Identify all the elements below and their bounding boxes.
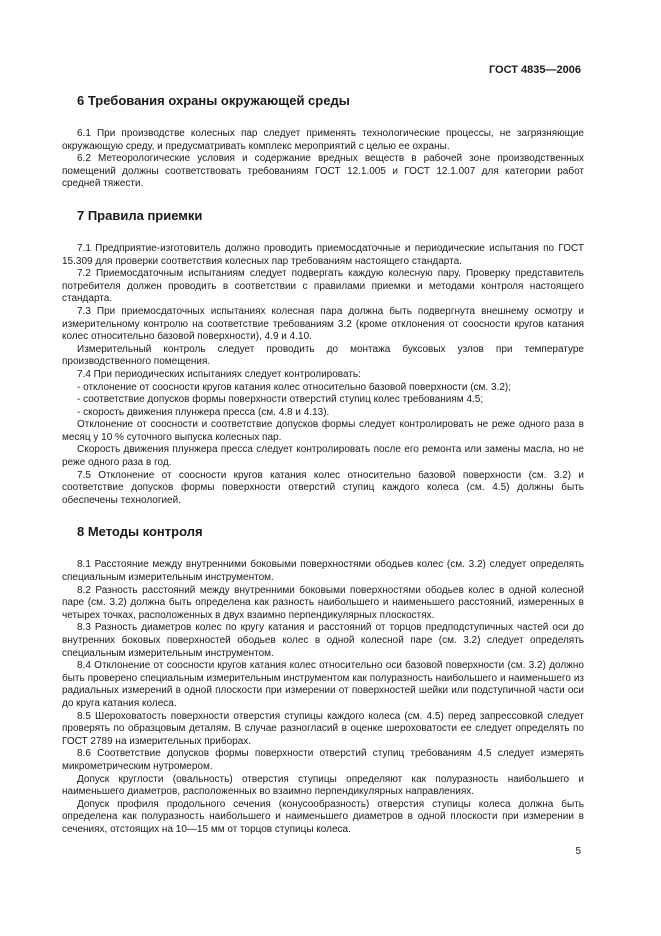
paragraph-6-2: 6.2 Метеорологические условия и содержание вредных веществ в рабочей зоне производственных помещений должны соответствовать требованиям ГОСТ 12.1.005 и ГОСТ 12.1.007 для категории работ средней тяжести. xyxy=(62,153,584,190)
paragraph-8-4: 8.4 Отклонение от соосности кругов катания колес относительно оси базовой поверхности (см. 3.2) должно быть проверено специальным измерительным инструментом как полуразность наибольшего и наименьшего из радиальных измерений в одной плоскости при измерении от поверхностей шейки или подступичной части оси до круга катания колеса. xyxy=(62,660,584,709)
list-item: - отклонение от соосности кругов катания колес относительно базовой поверхности (см. 3.2); xyxy=(77,381,511,393)
paragraph-8-6-profile: Допуск профиля продольного сечения (конусообразность) отверстия ступицы колеса должна быть определена как полуразность наибольшего и наименьшего диаметров в одной плоскости при измерении в сечениях, отстоящих на 10—15 мм от торцов ступицы колеса. xyxy=(62,798,584,835)
document-body xyxy=(62,93,584,837)
paragraph-8-3: 8.3 Разность диаметров колес по кругу катания и расстояний от торцов предподступичных частей оси до внутренних боковых поверхностей ободьев колес в одной колесной паре (см. 3.2) следует определять специальным измерительным инструментом. xyxy=(62,622,584,659)
section-7-title: 7 Правила приемки xyxy=(77,207,203,223)
paragraph-7-3-note: Измерительный контроль следует проводить до монтажа буксовых узлов при температуре производственного помещения. xyxy=(62,343,584,368)
paragraph-8-6: 8.6 Соответствие допусков формы поверхности отверстий ступиц требованиям 4.5 следует измерять микрометрическим нутромером. xyxy=(62,748,584,772)
paragraph-7-4-frequency: Отклонение от соосности и соответствие допусков формы следует контролировать не реже одного раза в месяц у 10 % суточного выпуска колесных пар. xyxy=(62,419,584,443)
list-item: - скорость движения плунжера пресса (см. 4.8 и 4.13). xyxy=(77,406,330,418)
paragraph-8-2: 8.2 Разность расстояний между внутренними боковыми поверхностями ободьев колес в одной колесной паре (см. 3.2) должна быть определена как разность наибольшего и наименьшего расстояний, измеренных в четырех точках, расположенных в двух взаимно перпендикулярных плоскостях. xyxy=(62,584,584,621)
paragraph-8-5: 8.5 Шероховатость поверхности отверстия ступицы каждого колеса (см. 4.5) перед запрессовкой следует проверять по образцовым деталям. В случае разногласий в оценке шероховатости ее следует определять по ГОСТ 2789 на измерительных приборах. xyxy=(62,710,584,747)
paragraph-7-4: 7.4 При периодических испытаниях следует контролировать: xyxy=(77,368,361,380)
paragraph-7-4-plunger: Скорость движения плунжера пресса следует контролировать после его ремонта или замены масла, но не реже одного раза в год. xyxy=(62,444,584,469)
section-8-title: 8 Методы контроля xyxy=(77,524,203,540)
paragraph-7-3: 7.3 При приемосдаточных испытаниях колесная пара должна быть подвергнута внешнему осмотру и измерительному контролю на соответствие требованиям 3.2 (кроме отклонения от соосности кругов катания колес относительно базовой поверхности), 4.9 и 4.10. xyxy=(62,305,584,343)
section-6-title: 6 Требования охраны окружающей среды xyxy=(77,93,350,108)
paragraph-8-1: 8.1 Расстояние между внутренними боковыми поверхностями ободьев колес (см. 3.2) следует определять специальным измерительным инструментом. xyxy=(62,559,584,584)
paragraph-7-2: 7.2 Приемосдаточным испытаниям следует подвергать каждую колесную пару. Проверку представитель потребителя должен проводить в соответствии с правилами приемки и методами контроля настоящего стандарта. xyxy=(62,268,584,305)
list-item: - соответствие допусков формы поверхности отверстий ступиц колес требованиям 4.5; xyxy=(77,394,484,406)
paragraph-7-5: 7.5 Отклонение от соосности кругов катания колес относительно базовой поверхности (см. 3.2) и соответствие допусков формы поверхности отверстий ступиц каждого колеса (см. 4.5) должны быть обеспечены технологией. xyxy=(62,469,584,506)
standard-header: ГОСТ 4835—2006 xyxy=(488,64,581,76)
paragraph-6-1: 6.1 При производстве колесных пар следует применять технологические процессы, не загрязняющие окружающую среду, и предусматривать комплекс мероприятий с целью ее охраны. xyxy=(62,128,584,152)
paragraph-7-1: 7.1 Предприятие-изготовитель должно проводить приемосдаточные и периодические испытания по ГОСТ 15.309 для проверки соответствия колесных пар требованиям настоящего стандарта. xyxy=(62,242,584,267)
page-number: 5 xyxy=(575,846,581,857)
paragraph-8-6-roundness: Допуск круглости (овальность) отверстия ступицы определяют как полуразность наибольшего и наименьшего диаметров, расположенных во взаимно перпендикулярных направлениях. xyxy=(62,773,584,798)
